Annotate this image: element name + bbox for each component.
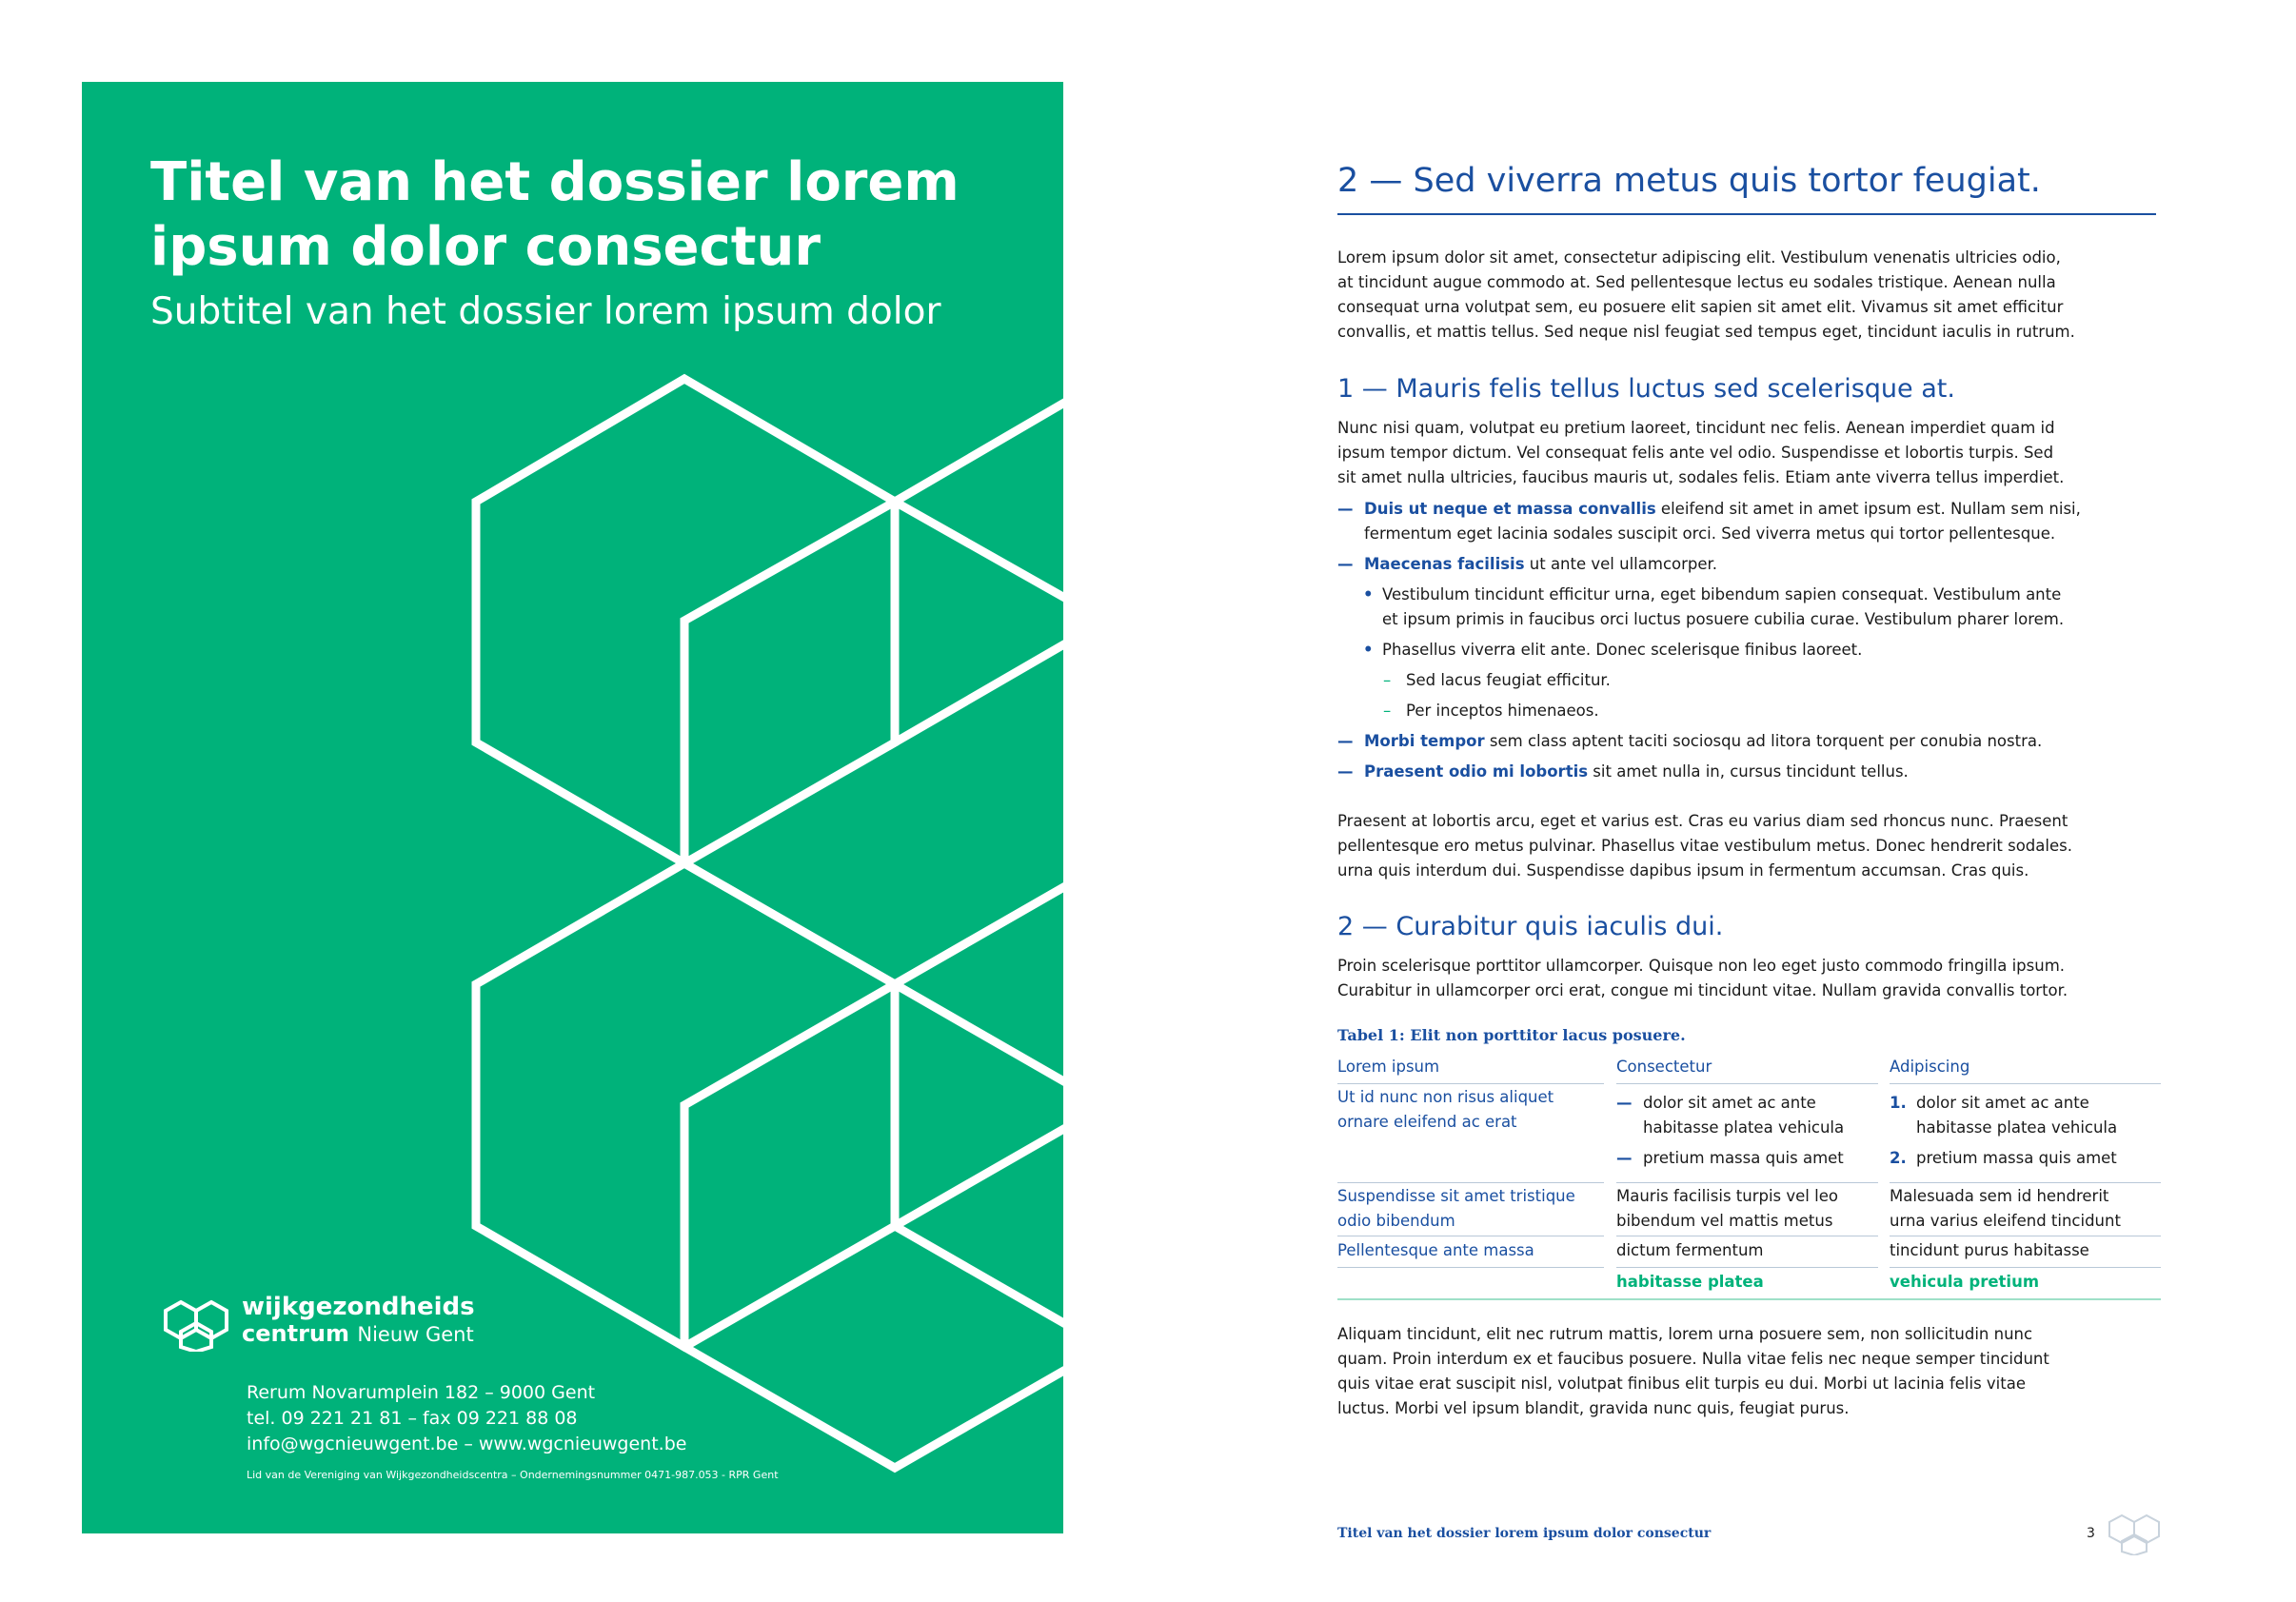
cell-list-item (1616, 1091, 1844, 1140)
endash-marker: – (1383, 671, 1392, 689)
table-row-label: Pellentesque ante massa (1337, 1241, 1534, 1259)
table-rule (1890, 1182, 2161, 1183)
table-header-cell: Consectetur (1616, 1058, 1712, 1076)
text-line: Aliquam tincidunt, elit nec rutrum mattis, lorem urna posuere sem, non sollicitudin nunc (1337, 1325, 2033, 1343)
list-item-bold: Morbi tempor (1364, 732, 1485, 750)
section-heading-2: 2 — Curabitur quis iaculis dui. (1337, 912, 1724, 941)
dash-marker: — (1337, 500, 1354, 518)
text-line: pretium massa quis amet (1643, 1149, 1844, 1167)
text-line: Nunc nisi quam, volutpat eu pretium laoreet, tincidunt nec felis. Aenean imperdiet quam id (1337, 419, 2055, 437)
table-row-label (1337, 1085, 1554, 1135)
table-row-label (1337, 1184, 1575, 1234)
cell-list-item (1616, 1146, 1844, 1171)
list-item-text: fermentum eget lacinia sodales suscipit orci. Sed viverra metus qui tortor pellentesque. (1364, 524, 2056, 543)
table-total-cell: habitasse platea (1616, 1273, 1764, 1291)
table-caption: Tabel 1: Elit non porttitor lacus posuere. (1337, 1026, 1686, 1044)
table-cell (1616, 1091, 1844, 1171)
list-item-bold: Praesent odio mi lobortis (1364, 762, 1589, 781)
sub-sub-list-item (1383, 699, 1599, 723)
cell-list-item (1890, 1091, 2117, 1140)
intro-paragraph (1337, 246, 2162, 345)
table-rule (1616, 1083, 1878, 1084)
list-item-text: Per inceptos himenaeos. (1406, 702, 1599, 720)
number-marker: 1. (1890, 1094, 1907, 1112)
list-item (1337, 729, 2043, 754)
table-cell (1616, 1184, 1838, 1234)
table-rule (1337, 1267, 1604, 1268)
list-item-text: sit amet nulla in, cursus tincidunt tellus. (1588, 762, 1909, 781)
organization-logo (160, 1291, 484, 1357)
bullet-marker: • (1363, 641, 1374, 659)
list-item-text: Phasellus viverra elit ante. Donec scelerisque finibus laoreet. (1382, 641, 1863, 659)
sub-list-item (1363, 638, 1863, 663)
list-item-text: Sed lacus feugiat efficitur. (1406, 671, 1611, 689)
text-line: Curabitur in ullamcorper orci erat, congue mi tincidunt vitae. Nullam gravida convallis tortor. (1337, 981, 2068, 999)
number-marker: 2. (1890, 1149, 1907, 1167)
footer-hexagon-logo-icon (2105, 1512, 2164, 1555)
table-rule (1337, 1083, 1604, 1084)
section1-paragraph-2 (1337, 809, 2162, 883)
closing-paragraph (1337, 1322, 2162, 1421)
logo-wordmark-line1: wijkgezondheids (242, 1293, 475, 1321)
table-rule (1616, 1182, 1878, 1183)
table-cell (1890, 1091, 2117, 1171)
text-line: dolor sit amet ac ante (1643, 1094, 1816, 1112)
sub-sub-list-item (1383, 668, 1611, 693)
text-line: Praesent at lobortis arcu, eget et varius est. Cras eu varius diam sed rhoncus nunc. Praesent (1337, 812, 2068, 830)
text-line: luctus. Morbi vel ipsum blandit, gravida nunc quis, feugiat purus. (1337, 1399, 1850, 1417)
list-item-text: Vestibulum tincidunt efficitur urna, eget bibendum sapien consequat. Vestibulum ante (1382, 585, 2062, 603)
table-total-cell: vehicula pretium (1890, 1273, 2040, 1291)
dash-marker: — (1337, 555, 1354, 573)
section1-paragraph (1337, 416, 2162, 490)
text-line: urna varius eleifend tincidunt (1890, 1212, 2121, 1230)
text-line: convallis, et mattis tellus. Sed neque nisl feugiat sed tempus eget, tincidunt iaculis in rutrum. (1337, 323, 2075, 341)
table-cell: dictum fermentum (1616, 1241, 1764, 1259)
section2-paragraph (1337, 954, 2162, 1003)
membership-note: Lid van de Vereniging van Wijkgezondheidscentra – Ondernemingsnummer 0471-987.053 - RPR Gent (247, 1469, 779, 1481)
text-line: Ut id nunc non risus aliquet (1337, 1088, 1554, 1106)
content-page (1337, 0, 2166, 1602)
table-rule (1616, 1267, 1878, 1268)
text-line: bibendum vel mattis metus (1616, 1212, 1833, 1230)
text-line: Suspendisse sit amet tristique (1337, 1187, 1575, 1205)
dash-marker: — (1616, 1149, 1633, 1167)
table-bottom-rule (1337, 1298, 2161, 1300)
logo-location: Nieuw Gent (357, 1323, 474, 1346)
text-line: Malesuada sem id hendrerit (1890, 1187, 2109, 1205)
text-line: quam. Proin interdum ex et faucibus posuere. Nulla vitae felis nec neque semper tincidunt (1337, 1350, 2049, 1368)
email-website: info@wgcnieuwgent.be – www.wgcnieuwgent.be (247, 1434, 687, 1454)
list-item-bold: Duis ut neque et massa convallis (1364, 500, 1656, 518)
list-item-text: sem class aptent taciti sociosqu ad litora torquent per conubia nostra. (1484, 732, 2043, 750)
cover-page (82, 82, 1063, 1533)
phone-fax: tel. 09 221 21 81 – fax 09 221 88 08 (247, 1408, 578, 1429)
list-item (1337, 552, 1718, 577)
text-line: ipsum tempor dictum. Vel consequat felis ante vel odio. Suspendisse et lobortis turpis. Sed (1337, 444, 2054, 462)
bullet-marker: • (1363, 585, 1374, 603)
text-line: urna quis interdum dui. Suspendisse dapibus ipsum in fermentum accumsan. Cras quis. (1337, 861, 2029, 880)
address: Rerum Novarumplein 182 – 9000 Gent (247, 1382, 596, 1403)
cover-subtitle: Subtitel van het dossier lorem ipsum dolor (150, 290, 941, 333)
list-item (1337, 497, 2081, 546)
page-number: 3 (2087, 1526, 2095, 1541)
text-line: consequat urna volutpat sem, eu posuere elit sapien sit amet elit. Vivamus sit amet efficitur (1337, 298, 2064, 316)
list-item-text: et ipsum primis in faucibus orci luctus posuere cubilia curae. Vestibulum pharer lorem. (1382, 610, 2065, 628)
text-line: at tincidunt augue commodo at. Sed pellentesque lectus eu sodales tristique. Aenean nulla (1337, 273, 2056, 291)
cover-title: Titel van het dossier lorem ipsum dolor consectur (150, 151, 960, 278)
text-line: quis vitae erat suscipit nisl, volutpat finibus elit turpis eu dui. Morbi ut lacinia felis vitae (1337, 1375, 2027, 1393)
list-item-bold: Maecenas facilisis (1364, 555, 1525, 573)
table-rule (1890, 1083, 2161, 1084)
cell-list-item (1890, 1146, 2117, 1171)
text-line: dolor sit amet ac ante (1916, 1094, 2089, 1112)
table-rule (1337, 1182, 1604, 1183)
text-line: Mauris facilisis turpis vel leo (1616, 1187, 1838, 1205)
dash-marker: — (1337, 762, 1354, 781)
contact-block (247, 1380, 686, 1457)
table-cell: tincidunt purus habitasse (1890, 1241, 2089, 1259)
list-item-text: eleifend sit amet in amet ipsum est. Nullam sem nisi, (1655, 500, 2081, 518)
list-item (1337, 760, 1909, 784)
logo-wordmark-line2 (242, 1319, 474, 1349)
text-line: Proin scelerisque porttitor ullamcorper. Quisque non leo eget justo commodo fringilla ipsum. (1337, 957, 2066, 975)
table-header-cell: Adipiscing (1890, 1058, 1970, 1076)
text-line: odio bibendum (1337, 1212, 1455, 1230)
list-item-text: ut ante vel ullamcorper. (1524, 555, 1718, 573)
text-line: pellentesque ero metus pulvinar. Phasellus vitae vestibulum metus. Donec hendrerit sodales. (1337, 837, 2072, 855)
text-line: habitasse platea vehicula (1916, 1118, 2118, 1137)
section-heading-1: 1 — Mauris felis tellus luctus sed scelerisque at. (1337, 374, 1955, 404)
logo-wordmark-centrum: centrum (242, 1320, 349, 1347)
text-line: pretium massa quis amet (1916, 1149, 2117, 1167)
table-header-cell: Lorem ipsum (1337, 1058, 1440, 1076)
main-heading: 2 — Sed viverra metus quis tortor feugiat. (1337, 160, 2156, 215)
hexagon-logo-icon (160, 1295, 232, 1352)
sub-list-item (1363, 583, 2065, 632)
table-cell (1890, 1184, 2121, 1234)
endash-marker: – (1383, 702, 1392, 720)
dash-marker: — (1616, 1094, 1633, 1112)
dash-marker: — (1337, 732, 1354, 750)
text-line: sit amet nulla ultricies, faucibus mauris ut, sodales felis. Etiam ante viverra tellus imperdiet. (1337, 468, 2065, 486)
text-line: Lorem ipsum dolor sit amet, consectetur adipiscing elit. Vestibulum venenatis ultricies odio, (1337, 248, 2061, 267)
footer-document-title: Titel van het dossier lorem ipsum dolor consectur (1337, 1526, 1712, 1541)
text-line: ornare eleifend ac erat (1337, 1113, 1517, 1131)
table-rule (1890, 1267, 2161, 1268)
text-line: habitasse platea vehicula (1643, 1118, 1845, 1137)
